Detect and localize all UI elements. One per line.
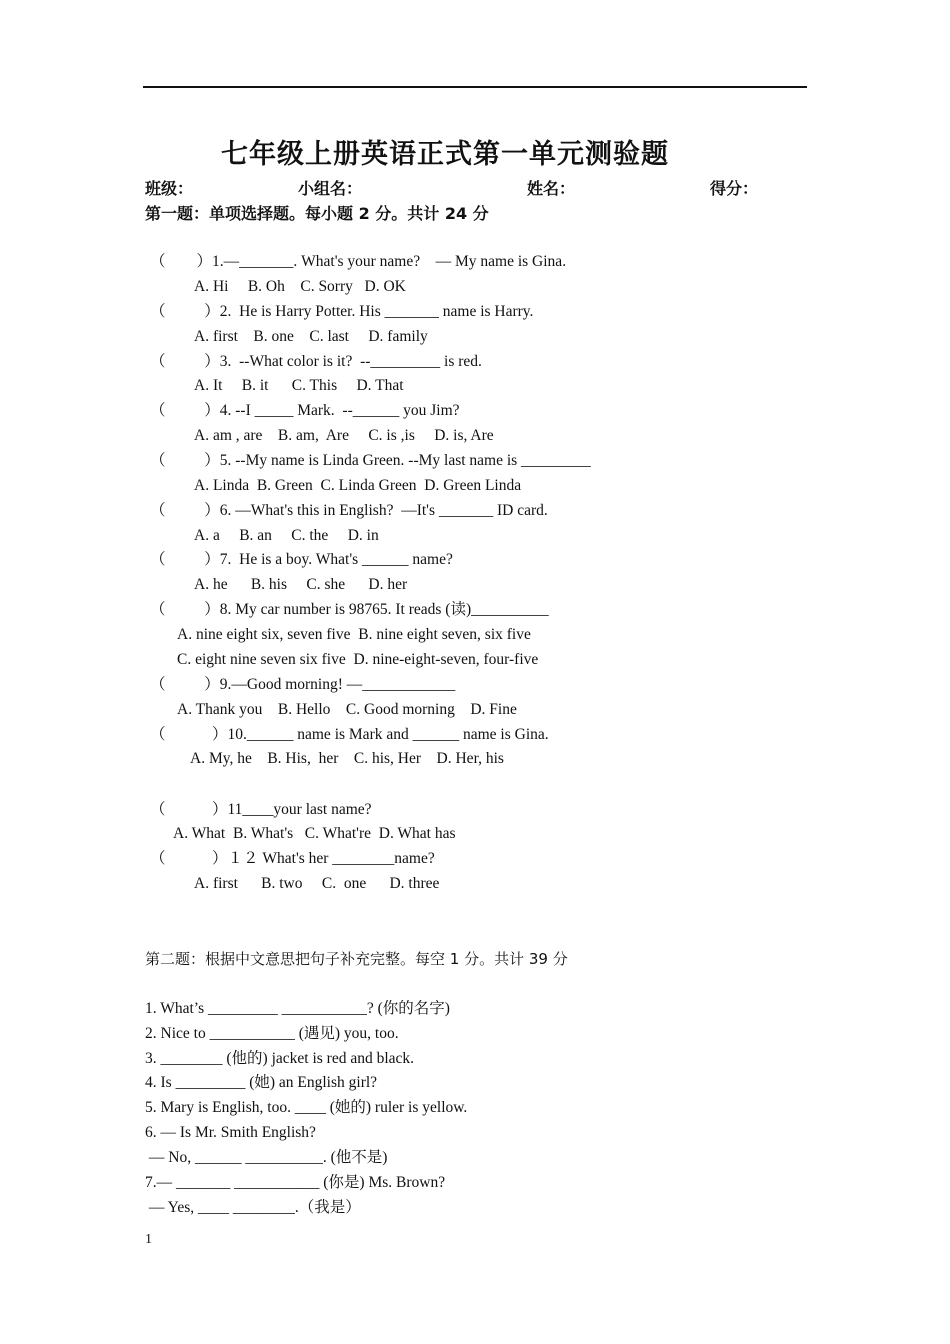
fill-line: 2. Nice to ___________ (遇见) you, too.: [145, 1025, 399, 1042]
question-line: （ ）8. My car number is 98765. It reads (读)__________: [150, 601, 549, 618]
question-line: （ ）2. He is Harry Potter. His _______ name is Harry.: [150, 303, 534, 320]
question-line: （ ）11____your last name?: [150, 801, 372, 818]
options-line: A. he B. his C. she D. her: [194, 576, 408, 593]
question-line: （ ）5. --My name is Linda Green. --My last name is _________: [150, 452, 591, 469]
options-line: A. What B. What's C. What're D. What has: [173, 825, 456, 842]
page-number: 1: [145, 1232, 152, 1247]
fill-line: 1. What’s _________ ___________? (你的名字): [145, 1000, 450, 1017]
question-line: （ ）3. --What color is it? --_________ is red.: [150, 353, 482, 370]
name-label: 姓名：: [527, 179, 576, 198]
group-label: 小组名：: [298, 179, 363, 198]
fill-line: 6. — Is Mr. Smith English?: [145, 1124, 316, 1141]
question-line: （ ）１２ What's her ________name?: [150, 850, 435, 867]
question-line: （ ）4. --I _____ Mark. --______ you Jim?: [150, 402, 460, 419]
fill-line: 7.— _______ ___________ (你是) Ms. Brown?: [145, 1174, 446, 1191]
section1-heading: 第一题：单项选择题。每小题 2 分。共计 24 分: [145, 204, 489, 223]
score-label: 得分：: [710, 179, 759, 198]
options-line: A. Linda B. Green C. Linda Green D. Green Linda: [194, 477, 522, 494]
options-line: A. Hi B. Oh C. Sorry D. OK: [194, 278, 406, 295]
options-line: A. My, he B. His, her C. his, Her D. Her, his: [190, 750, 504, 767]
fill-line: — No, ______ __________. (他不是): [145, 1149, 388, 1166]
options-line: C. eight nine seven six five D. nine-eight-seven, four-five: [177, 651, 539, 668]
question-line: （ ）10.______ name is Mark and ______ name is Gina.: [150, 726, 549, 743]
options-line: A. Thank you B. Hello C. Good morning D. Fine: [177, 701, 517, 718]
options-line: A. a B. an C. the D. in: [194, 527, 379, 544]
question-line: （ ）9.—Good morning! —____________: [150, 676, 456, 693]
question-line: （ ）1.—_______. What's your name? — My name is Gina.: [150, 253, 567, 270]
fill-line: 3. ________ (他的) jacket is red and black.: [145, 1050, 415, 1067]
fill-line: 4. Is _________ (她) an English girl?: [145, 1074, 378, 1091]
fill-line: 5. Mary is English, too. ____ (她的) ruler is yellow.: [145, 1099, 468, 1116]
section2-heading: 第二题：根据中文意思把句子补充完整。每空 1 分。共计 39 分: [145, 950, 568, 968]
options-line: A. first B. two C. one D. three: [194, 875, 440, 892]
options-line: A. first B. one C. last D. family: [194, 328, 428, 345]
fill-line: — Yes, ____ ________.（我是）: [145, 1199, 361, 1216]
question-line: （ ）6. —What's this in English? —It's _______ ID card.: [150, 502, 548, 519]
options-line: A. nine eight six, seven five B. nine eight seven, six five: [177, 626, 531, 643]
page-title: 七年级上册英语正式第一单元测验题: [221, 139, 669, 170]
question-line: （ ）7. He is a boy. What's ______ name?: [150, 551, 453, 568]
options-line: A. It B. it C. This D. That: [194, 377, 404, 394]
options-line: A. am , are B. am, Are C. is ,is D. is, Are: [194, 427, 494, 444]
header-rule: [143, 86, 807, 88]
class-label: 班级：: [145, 179, 194, 198]
